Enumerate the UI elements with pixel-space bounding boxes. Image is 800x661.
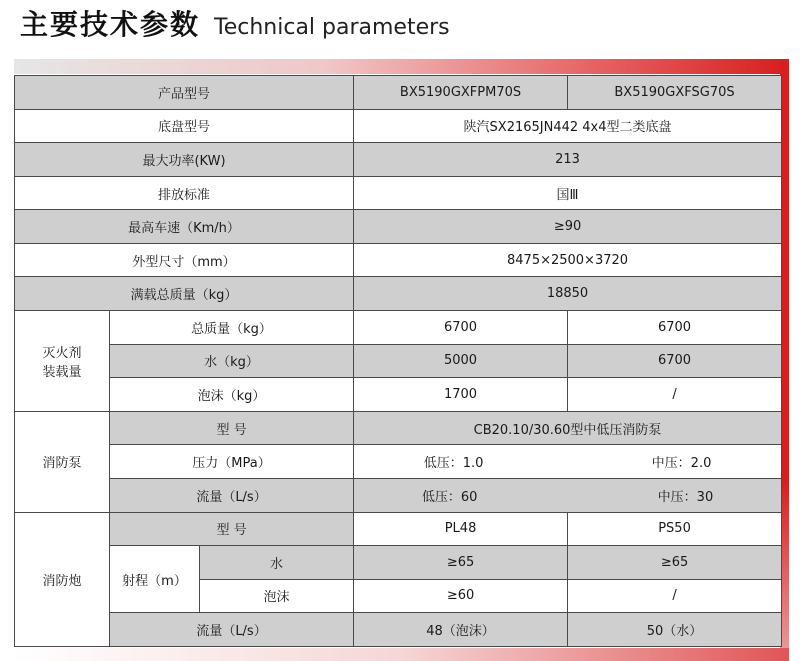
pump-flow-values xyxy=(354,478,782,512)
pump-flow-mid: 中压：30 xyxy=(657,489,714,505)
agent-foam-a: 1700 xyxy=(354,378,568,412)
monitor-group-label: 消防炮 xyxy=(15,512,110,646)
spec-table xyxy=(14,75,782,647)
table-row xyxy=(15,176,782,210)
table-row xyxy=(15,613,782,647)
table-row xyxy=(15,546,782,580)
monitor-flow-b: 50（水） xyxy=(568,613,782,647)
agent-group-label xyxy=(15,311,110,412)
header-accent-bar xyxy=(14,59,789,74)
table-row xyxy=(15,445,782,479)
dimension-label: 外型尺寸（mm） xyxy=(15,243,354,277)
speed-label: 最高车速（Km/h） xyxy=(15,210,354,244)
model-b-value: BX5190GXFSG70S xyxy=(568,76,782,110)
table-row xyxy=(15,512,782,546)
pump-flow-low: 低压：60 xyxy=(421,489,478,505)
monitor-range-water-label: 水 xyxy=(200,546,354,580)
pump-group-label: 消防泵 xyxy=(15,411,110,512)
table-row xyxy=(15,243,782,277)
emission-value: 国Ⅲ xyxy=(354,176,782,210)
table-row xyxy=(15,378,782,412)
monitor-model-label: 型 号 xyxy=(110,512,354,546)
table-row xyxy=(15,411,782,445)
monitor-range-label: 射程（m） xyxy=(110,546,200,613)
monitor-range-water-a: ≥65 xyxy=(354,546,568,580)
monitor-range-foam-b: / xyxy=(568,579,782,613)
page-title xyxy=(20,2,450,52)
agent-total-label: 总质量（kg） xyxy=(110,311,354,345)
monitor-range-foam-a: ≥60 xyxy=(354,579,568,613)
table-row xyxy=(15,76,782,110)
speed-value: ≥90 xyxy=(354,210,782,244)
table-row xyxy=(15,344,782,378)
dimension-value: 8475×2500×3720 xyxy=(354,243,782,277)
agent-water-a: 5000 xyxy=(354,344,568,378)
power-label: 最大功率(KW) xyxy=(15,143,354,177)
bottom-accent xyxy=(14,648,789,661)
monitor-range-water-b: ≥65 xyxy=(568,546,782,580)
chassis-value: 陕汽SX2165JN442 4x4型二类底盘 xyxy=(354,109,782,143)
table-row xyxy=(15,311,782,345)
gross-mass-value: 18850 xyxy=(354,277,782,311)
agent-foam-label: 泡沫（kg） xyxy=(110,378,354,412)
agent-total-b: 6700 xyxy=(568,311,782,345)
pump-pressure-low: 低压：1.0 xyxy=(423,456,484,472)
pump-pressure-values xyxy=(354,445,782,479)
power-value: 213 xyxy=(354,143,782,177)
agent-group-label-line2: 装载量 xyxy=(42,364,82,380)
title-chinese: 主要技术参数 xyxy=(20,8,201,41)
agent-water-label: 水（kg） xyxy=(110,344,354,378)
gross-mass-label: 满载总质量（kg） xyxy=(15,277,354,311)
pump-pressure-mid: 中压：2.0 xyxy=(651,456,712,472)
pump-flow-label: 流量（L/s） xyxy=(110,478,354,512)
monitor-flow-label: 流量（L/s） xyxy=(110,613,354,647)
table-row xyxy=(15,143,782,177)
agent-total-a: 6700 xyxy=(354,311,568,345)
model-label: 产品型号 xyxy=(15,76,354,110)
table-row xyxy=(15,478,782,512)
monitor-model-b: PS50 xyxy=(568,512,782,546)
chassis-label: 底盘型号 xyxy=(15,109,354,143)
table-row xyxy=(15,210,782,244)
agent-foam-b: / xyxy=(568,378,782,412)
monitor-model-a: PL48 xyxy=(354,512,568,546)
pump-model-value: CB20.10/30.60型中低压消防泵 xyxy=(354,411,782,445)
monitor-flow-a: 48（泡沫） xyxy=(354,613,568,647)
pump-model-label: 型 号 xyxy=(110,411,354,445)
monitor-range-foam-label: 泡沫 xyxy=(200,579,354,613)
emission-label: 排放标准 xyxy=(15,176,354,210)
pump-pressure-label: 压力（MPa） xyxy=(110,445,354,479)
agent-water-b: 6700 xyxy=(568,344,782,378)
agent-group-label-line1: 灭火剂 xyxy=(42,345,82,361)
table-row xyxy=(15,109,782,143)
table-row xyxy=(15,277,782,311)
title-english: Technical parameters xyxy=(214,15,450,40)
model-a-value: BX5190GXFPM70S xyxy=(354,76,568,110)
